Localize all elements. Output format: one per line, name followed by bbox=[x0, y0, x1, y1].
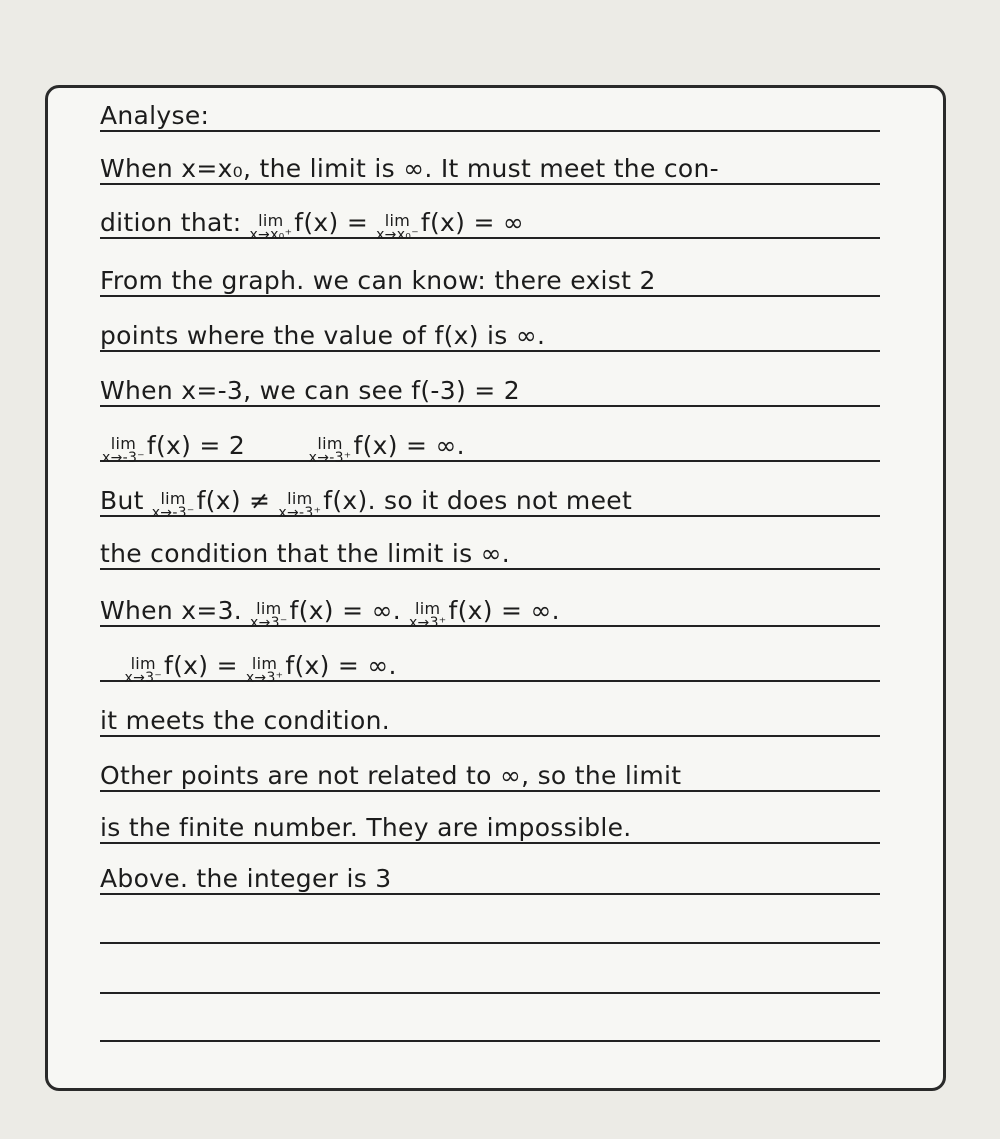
ruled-line bbox=[100, 130, 880, 132]
text-segment: Analyse: bbox=[100, 101, 210, 130]
limit-expression bbox=[250, 601, 288, 631]
ruled-line bbox=[100, 735, 880, 737]
text-line bbox=[100, 843, 890, 893]
limit-expression bbox=[376, 213, 419, 243]
text-segment: f(x) = 2 bbox=[146, 431, 246, 460]
ruled-line bbox=[100, 625, 880, 627]
ruled-line bbox=[100, 1040, 880, 1042]
limit-subscript: x→-3⁺ bbox=[278, 505, 322, 521]
text-segment: f(x) = ∞. bbox=[448, 596, 560, 625]
lim-label: lim bbox=[110, 434, 137, 453]
lim-label: lim bbox=[256, 599, 282, 618]
limit-expression bbox=[152, 491, 195, 521]
text-segment: f(x) = ∞ bbox=[420, 208, 525, 237]
lim-label: lim bbox=[130, 654, 156, 673]
text-segment: f(x). so it does not meet bbox=[323, 486, 633, 515]
limit-expression bbox=[278, 491, 321, 521]
ruled-line bbox=[100, 680, 880, 682]
text-segment bbox=[100, 651, 117, 680]
limit-subscript: x→3⁺ bbox=[408, 615, 447, 631]
ruled-line bbox=[100, 237, 880, 239]
text-line bbox=[100, 245, 890, 295]
text-line bbox=[100, 80, 890, 130]
limit-expression bbox=[309, 436, 352, 466]
text-segment: dition that: bbox=[100, 208, 242, 237]
text-segment: f(x) = bbox=[164, 651, 238, 680]
text-line bbox=[100, 133, 890, 183]
ruled-line bbox=[100, 942, 880, 944]
limit-expression bbox=[409, 601, 447, 631]
limit-subscript: x→-3⁻ bbox=[102, 450, 145, 466]
text-segment bbox=[251, 431, 300, 460]
text-line bbox=[100, 740, 890, 790]
limit-expression bbox=[102, 436, 145, 466]
lim-label: lim bbox=[160, 489, 186, 508]
text-line bbox=[100, 410, 890, 466]
ruled-line bbox=[100, 183, 880, 185]
limit-subscript: x→-3⁺ bbox=[308, 450, 352, 466]
ruled-line bbox=[100, 992, 880, 994]
text-segment: f(x) = ∞. bbox=[285, 651, 397, 680]
text-segment: f(x) ≠ bbox=[196, 486, 271, 515]
text-line bbox=[100, 465, 890, 521]
limit-subscript: x→3⁻ bbox=[124, 670, 163, 686]
text-segment: From the graph. we can know: there exist 2 bbox=[100, 266, 656, 295]
text-segment: the condition that the limit is ∞. bbox=[100, 539, 511, 568]
text-segment: But bbox=[100, 486, 144, 515]
text-line bbox=[100, 575, 890, 631]
text-segment: f(x) = bbox=[294, 208, 369, 237]
lim-label: lim bbox=[251, 654, 278, 673]
text-line bbox=[100, 630, 890, 686]
text-line bbox=[100, 518, 890, 568]
limit-subscript: x→x₀⁺ bbox=[249, 227, 293, 243]
lim-label: lim bbox=[415, 599, 441, 618]
text-segment: points where the value of f(x) is ∞. bbox=[100, 321, 546, 350]
limit-subscript: x→-3⁻ bbox=[151, 505, 195, 521]
lim-label: lim bbox=[287, 489, 313, 508]
ruled-line bbox=[100, 568, 880, 570]
lim-label: lim bbox=[317, 434, 343, 453]
text-line bbox=[100, 187, 890, 243]
text-line bbox=[100, 792, 890, 842]
limit-expression bbox=[125, 656, 163, 686]
text-line bbox=[100, 685, 890, 735]
limit-expression bbox=[249, 213, 292, 243]
text-line bbox=[100, 355, 890, 405]
ruled-line bbox=[100, 295, 880, 297]
text-segment: When x=3. bbox=[100, 596, 243, 625]
lim-label: lim bbox=[384, 211, 411, 230]
text-segment: f(x) = ∞. bbox=[289, 596, 401, 625]
limit-expression bbox=[246, 656, 284, 686]
text-segment: When x=x₀, the limit is ∞. It must meet the con- bbox=[100, 154, 719, 183]
limit-subscript: x→x₀⁻ bbox=[376, 227, 419, 243]
ruled-line bbox=[100, 460, 880, 462]
ruled-line bbox=[100, 515, 880, 517]
text-line bbox=[100, 300, 890, 350]
text-segment: is the finite number. They are impossible. bbox=[100, 813, 632, 842]
text-segment: f(x) = ∞. bbox=[353, 431, 465, 460]
text-segment: Other points are not related to ∞, so the limit bbox=[100, 761, 682, 790]
ruled-line bbox=[100, 405, 880, 407]
limit-subscript: x→3⁺ bbox=[245, 670, 284, 686]
text-segment: Above. the integer is 3 bbox=[100, 864, 392, 893]
ruled-line bbox=[100, 893, 880, 895]
lim-label: lim bbox=[258, 211, 284, 230]
text-segment: When x=-3, we can see f(-3) = 2 bbox=[100, 376, 520, 405]
text-segment: it meets the condition. bbox=[100, 706, 390, 735]
ruled-line bbox=[100, 350, 880, 352]
limit-subscript: x→3⁻ bbox=[250, 615, 288, 631]
